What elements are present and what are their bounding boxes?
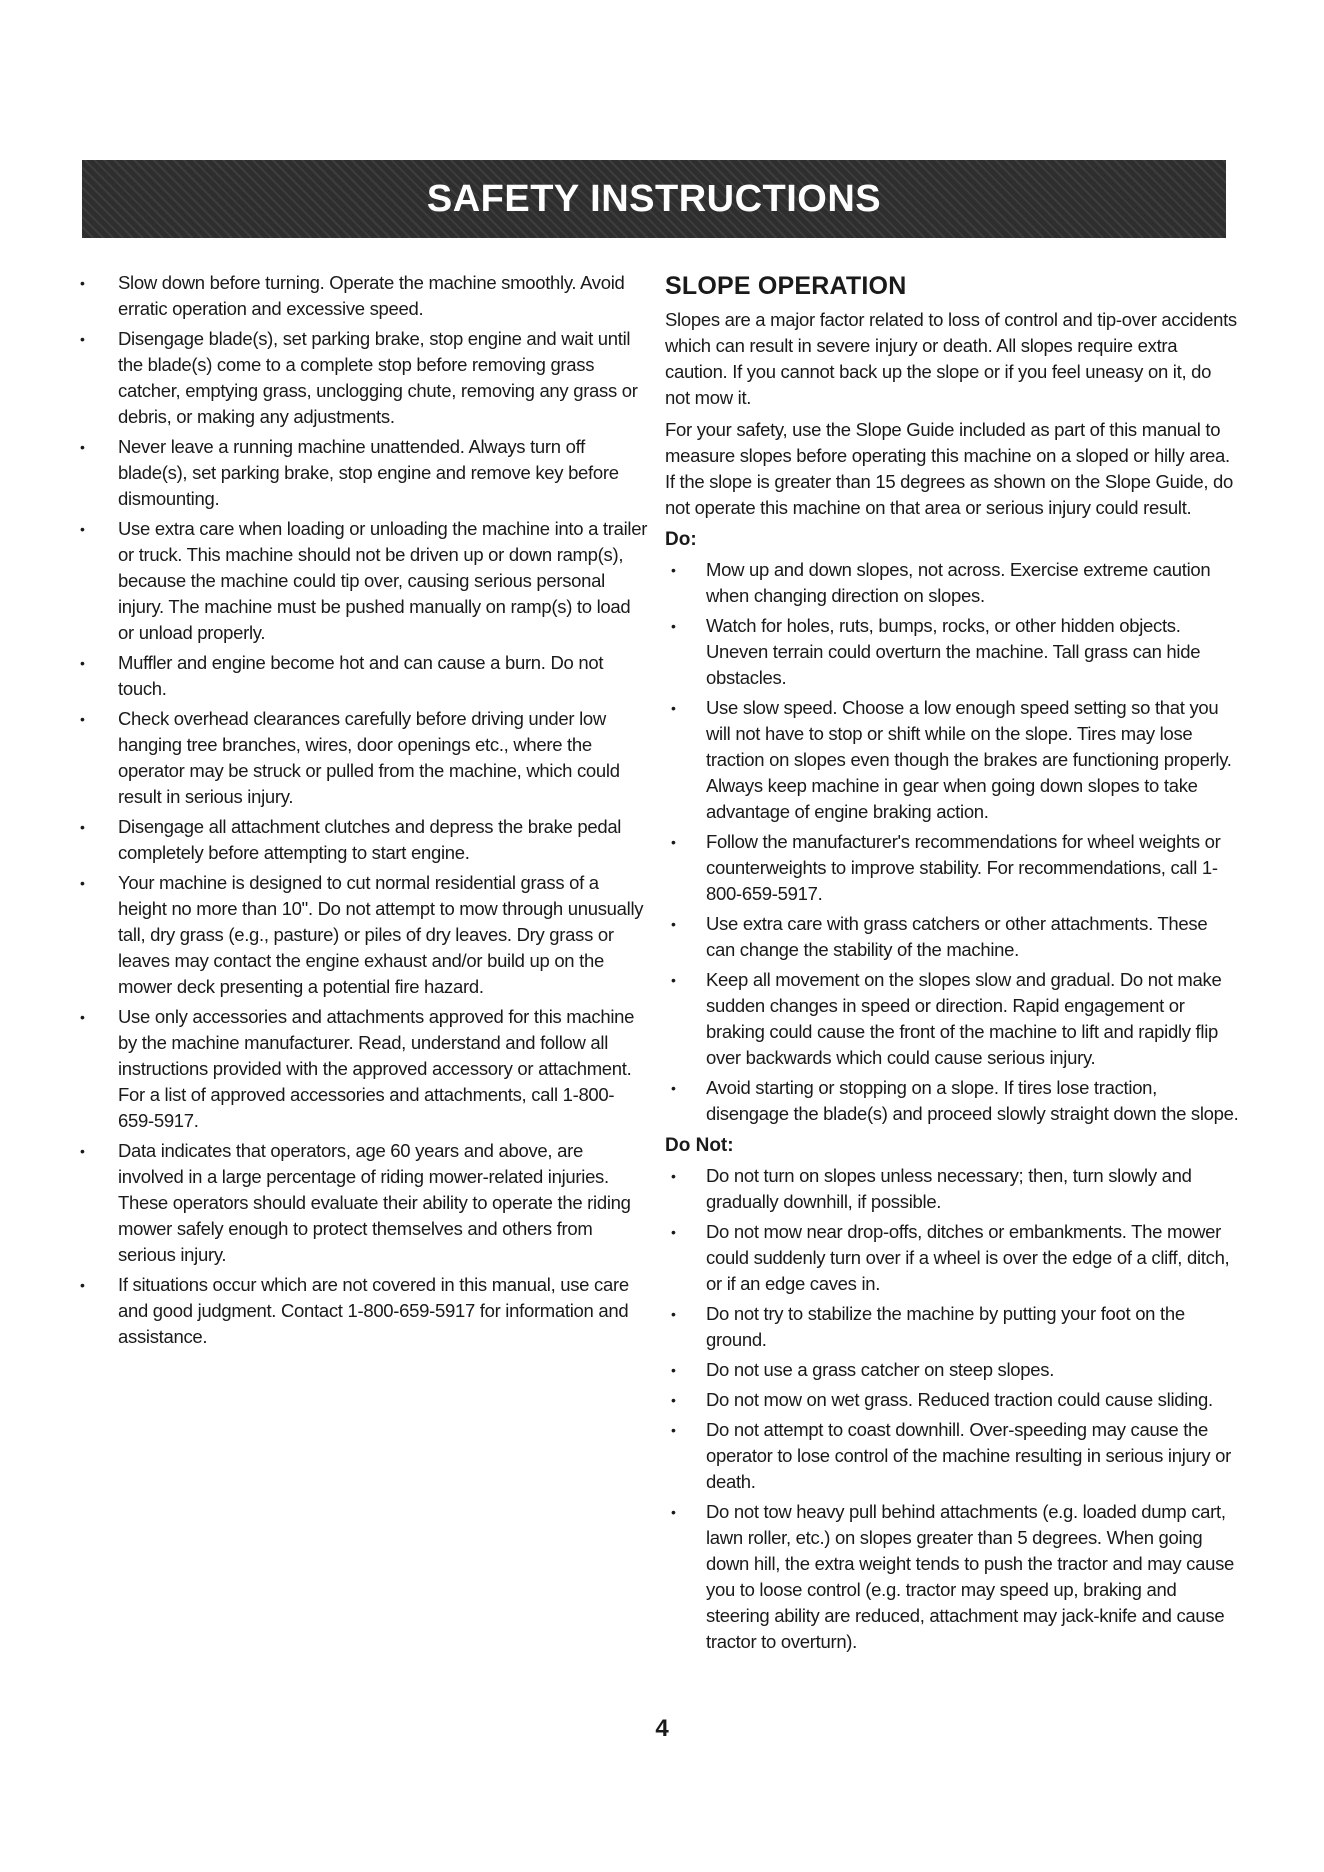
list-item: • Use extra care when loading or unloading the machine into a trailer or truck. This machine should not be driven up or down ramp(s), because the machine could tip over, causing serious personal injury. The machine must be pushed manually on ramp(s) to load or unload properly.	[74, 516, 648, 646]
do-not-heading: Do Not:	[665, 1135, 734, 1156]
list-item: • Disengage blade(s), set parking brake, stop engine and wait until the blade(s) come to a complete stop before removing grass catcher, emptying grass, unclogging chute, removing any grass or debris, or making any adjustments.	[74, 326, 648, 430]
do-not-list	[665, 1163, 1240, 1655]
list-item: • If situations occur which are not covered in this manual, use care and good judgment. Contact 1-800-659-5917 for information and assistance.	[74, 1272, 648, 1350]
list-item: • Watch for holes, ruts, bumps, rocks, or other hidden objects. Uneven terrain could overturn the machine. Tall grass can hide obstacles.	[665, 613, 1240, 691]
safety-list	[74, 270, 648, 1350]
page-number: 4	[655, 1715, 669, 1742]
list-item: • Data indicates that operators, age 60 years and above, are involved in a large percentage of riding mower-related injuries. These operators should evaluate their ability to operate the riding mower safely enough to protect themselves and others from serious injury.	[74, 1138, 648, 1268]
list-item: • Use only accessories and attachments approved for this machine by the machine manufacturer. Read, understand and follow all instructions provided with the approved accessory or attachment. For a list of approved accessories and attachments, call 1-800-659-5917.	[74, 1004, 648, 1134]
slope-operation-heading: SLOPE OPERATION	[665, 272, 907, 300]
list-item: • Never leave a running machine unattended. Always turn off blade(s), set parking brake, stop engine and remove key before dismounting.	[74, 434, 648, 512]
page-title: SAFETY INSTRUCTIONS	[426, 177, 882, 220]
list-item: • Do not mow near drop-offs, ditches or embankments. The mower could suddenly turn over if a wheel is over the edge of a cliff, ditch, or if an edge caves in.	[665, 1219, 1240, 1297]
list-item: • Muffler and engine become hot and can cause a burn. Do not touch.	[74, 650, 648, 702]
right-column	[665, 270, 1240, 1659]
list-item: • Follow the manufacturer's recommendations for wheel weights or counterweights to improve stability. For recommendations, call 1-800-659-5917.	[665, 829, 1240, 907]
do-list	[665, 557, 1240, 1127]
list-item: • Your machine is designed to cut normal residential grass of a height no more than 10". Do not attempt to mow through unusually tall, dry grass (e.g., pasture) or piles of dry leaves. Dry grass or leaves may contact the engine exhaust and/or build up on the mower deck presenting a potential fire hazard.	[74, 870, 648, 1000]
list-item: • Do not use a grass catcher on steep slopes.	[665, 1357, 1240, 1383]
list-item: • Do not attempt to coast downhill. Over-speeding may cause the operator to lose control of the machine resulting in serious injury or death.	[665, 1417, 1240, 1495]
list-item: • Do not tow heavy pull behind attachments (e.g. loaded dump cart, lawn roller, etc.) on slopes greater than 5 degrees. When going down hill, the extra weight tends to push the tractor and may cause you to loose control (e.g. tractor may speed up, braking and steering ability are reduced, attachment may jack-knife and cause tractor to overturn).	[665, 1499, 1240, 1655]
section-banner	[82, 160, 1226, 238]
list-item: • Check overhead clearances carefully before driving under low hanging tree branches, wires, door openings etc., where the operator may be struck or pulled from the machine, which could result in serious injury.	[74, 706, 648, 810]
list-item: • Disengage all attachment clutches and depress the brake pedal completely before attempting to start engine.	[74, 814, 648, 866]
left-column	[74, 270, 648, 1354]
list-item: • Use slow speed. Choose a low enough speed setting so that you will not have to stop or shift while on the slope. Tires may lose traction on slopes even though the brakes are functioning properly. Always keep machine in gear when going down slopes to take advantage of engine braking action.	[665, 695, 1240, 825]
list-item: • Use extra care with grass catchers or other attachments. These can change the stability of the machine.	[665, 911, 1240, 963]
list-item: • Do not mow on wet grass. Reduced traction could cause sliding.	[665, 1387, 1240, 1413]
list-item: • Keep all movement on the slopes slow and gradual. Do not make sudden changes in speed or direction. Rapid engagement or braking could cause the front of the machine to lift and rapidly flip over backwards which could cause serious injury.	[665, 967, 1240, 1071]
list-item: • Avoid starting or stopping on a slope. If tires lose traction, disengage the blade(s) and proceed slowly straight down the slope.	[665, 1075, 1240, 1127]
do-heading: Do:	[665, 529, 697, 550]
slope-guide-paragraph: For your safety, use the Slope Guide included as part of this manual to measure slopes before operating this machine on a sloped or hilly area. If the slope is greater than 15 degrees as shown on the Slope Guide, do not operate this machine on that area or serious injury could result.	[665, 419, 1234, 518]
list-item: • Slow down before turning. Operate the machine smoothly. Avoid erratic operation and excessive speed.	[74, 270, 648, 322]
slope-intro-paragraph: Slopes are a major factor related to loss of control and tip-over accidents which can result in severe injury or death. All slopes require extra caution. If you cannot back up the slope or if you feel uneasy on it, do not mow it.	[665, 309, 1237, 408]
list-item: • Do not try to stabilize the machine by putting your foot on the ground.	[665, 1301, 1240, 1353]
list-item: • Mow up and down slopes, not across. Exercise extreme caution when changing direction on slopes.	[665, 557, 1240, 609]
list-item: • Do not turn on slopes unless necessary; then, turn slowly and gradually downhill, if possible.	[665, 1163, 1240, 1215]
